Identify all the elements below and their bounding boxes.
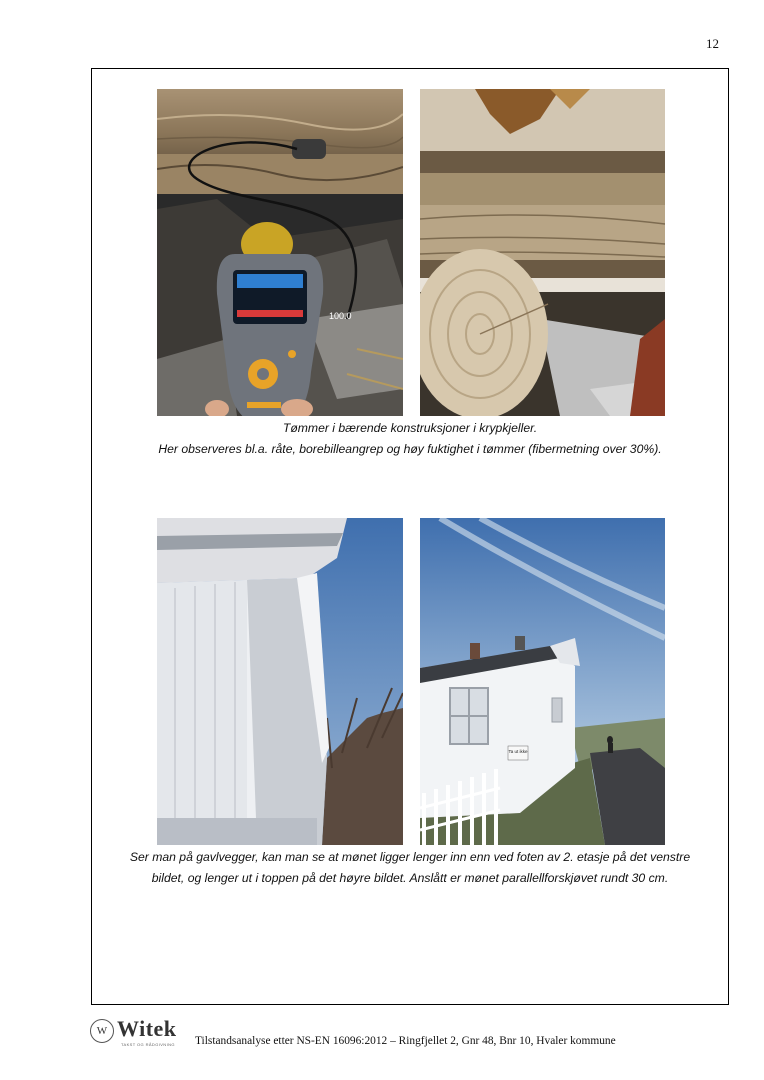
caption-gable-line1: Ser man på gavlvegger, kan man se at mønet ligger lenger inn enn ved foten av 2. etasje på det venstre [129,850,691,864]
footer-text: Tilstandsanalyse etter NS-EN 16096:2012 – Ringfjellet 2, Gnr 48, Bnr 10, Hvaler kommune [195,1035,616,1047]
witek-logo-tagline: TAKST OG RÅDGIVNING [121,1042,175,1047]
photo-crawlspace-meter [157,89,403,416]
caption-gable [92,847,728,889]
photo-gable-right [420,518,665,845]
witek-logo-word: Witek [117,1016,177,1041]
caption-crawlspace [92,418,728,460]
content-frame [91,68,729,1005]
photo-gable-left [157,518,403,845]
caption-crawlspace-line2: Her observeres bl.a. råte, borebilleangrep og høy fuktighet i tømmer (fibermetning over 30%). [158,442,662,456]
photo-crawlspace-timber [420,89,665,416]
caption-gable-line2: bildet, og lenger ut i toppen på det høyre bildet. Anslått er mønet parallellforskjøvet rundt 30 cm. [151,871,669,885]
meter-reading: 100.0 [329,311,352,321]
witek-logo-seal: W [90,1019,114,1043]
caption-crawlspace-line1: Tømmer i bærende konstruksjoner i krypkjeller. [282,421,538,435]
page-number: 12 [706,36,719,51]
page-footer [90,1017,730,1053]
gable-sign: Ta ut ikke [508,749,528,754]
